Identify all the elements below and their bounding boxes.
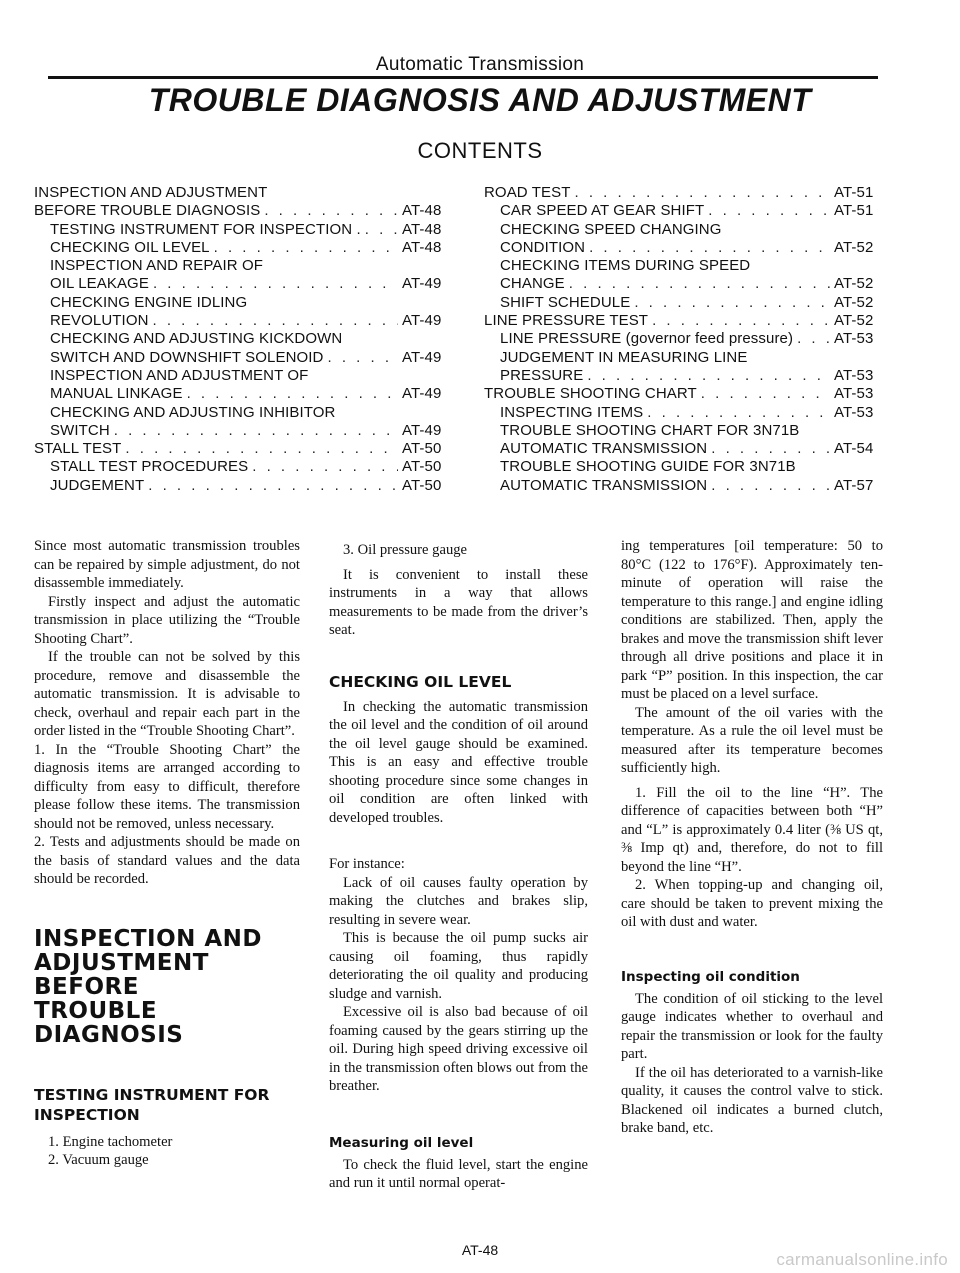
- toc-leader-dots: [652, 312, 830, 330]
- toc-entry: [484, 221, 886, 239]
- toc-leader-dots: [214, 239, 398, 257]
- toc-page-number: AT-57: [834, 476, 874, 494]
- toc-entry: [484, 385, 886, 403]
- text-column-1: [34, 537, 300, 1170]
- toc-entry-title: CHECKING ITEMS DURING SPEED: [500, 257, 751, 275]
- toc-page-number: AT-48: [402, 202, 442, 220]
- toc-entry: [34, 184, 454, 202]
- toc-entry: [484, 404, 886, 422]
- toc-page-number: AT-53: [834, 330, 874, 348]
- toc-page-number: AT-50: [402, 476, 442, 494]
- toc-page-number: AT-50: [402, 440, 442, 458]
- toc-page-number: AT-51: [834, 202, 874, 220]
- toc-entry-title: CONDITION: [500, 238, 586, 256]
- toc-entry: [34, 458, 454, 476]
- toc-entry: [484, 184, 886, 202]
- toc-entry-title: REVOLUTION: [50, 312, 149, 330]
- toc-entry-title: LINE PRESSURE (governor feed pressure): [500, 330, 794, 348]
- toc-entry-title: JUDGEMENT IN MEASURING LINE: [500, 348, 748, 366]
- toc-entry: [484, 312, 886, 330]
- paragraph: Lack of oil causes faulty operation by making the clutches and brakes slip, resulting in severe wear.: [329, 874, 588, 928]
- toc-entry-title: CHECKING SPEED CHANGING: [500, 220, 722, 238]
- heading-line: ADJUSTMENT: [34, 949, 209, 976]
- toc-entry-title: SHIFT SCHEDULE: [500, 293, 631, 311]
- toc-leader-dots: [574, 184, 830, 202]
- toc-leader-dots: [711, 477, 830, 495]
- contents-heading: CONTENTS: [417, 138, 543, 163]
- section-heading-inspection: [34, 927, 300, 1047]
- toc-leader-dots: [701, 385, 830, 403]
- toc-entry-title: CHANGE: [500, 275, 565, 293]
- toc-leader-dots: [587, 367, 830, 385]
- toc-leader-dots: [125, 440, 398, 458]
- toc-leader-dots: [148, 477, 398, 495]
- toc-page-number: AT-49: [402, 421, 442, 439]
- toc-entry: [34, 349, 454, 367]
- toc-entry: [484, 257, 886, 275]
- toc-entry-title: LINE PRESSURE TEST: [484, 312, 649, 330]
- toc-page-number: AT-52: [834, 312, 874, 330]
- page-number: AT-48: [461, 1242, 499, 1258]
- toc-leader-dots: [114, 422, 398, 440]
- watermark: carmanualsonline.info: [776, 1250, 948, 1269]
- paragraph: 2. When topping-up and changing oil, care should be taken to prevent mixing the oil with dust and water.: [621, 877, 883, 930]
- toc-leader-dots: [252, 458, 398, 476]
- toc-leader-dots: [327, 349, 398, 367]
- paragraph: The condition of oil sticking to the level gauge indicates whether to overhaul and repair the transmission or look for the faulty part.: [621, 990, 883, 1062]
- toc-entry-title: MANUAL LINKAGE: [50, 385, 183, 403]
- toc-entry-title: TROUBLE SHOOTING GUIDE FOR 3N71B: [500, 458, 796, 476]
- list-item: 1. Engine tachometer: [48, 1133, 173, 1150]
- toc-entry: [34, 330, 454, 348]
- toc-entry: [34, 367, 454, 385]
- toc-page-number: AT-53: [834, 366, 874, 384]
- toc-entry-title: INSPECTING ITEMS: [500, 403, 644, 421]
- toc-leader-dots: [365, 221, 398, 239]
- toc-entry: [484, 275, 886, 293]
- toc-page-number: AT-49: [402, 385, 442, 403]
- toc-leader-dots: [711, 440, 830, 458]
- toc-page-number: AT-52: [834, 293, 874, 311]
- paragraph: 1. Fill the oil to the line “H”. The difference of capacities between both “H” and “L” is approximately 0.4 liter (⅜ US qt, ⅜ Imp qt) and, therefore, do not to fill beyond the line “H”.: [621, 784, 883, 875]
- subsection-heading-testing-instrument: [34, 1085, 300, 1125]
- toc-page-number: AT-49: [402, 275, 442, 293]
- toc-entry: [484, 349, 886, 367]
- heading-line: BEFORE: [34, 973, 139, 1000]
- paragraph: This is because the oil pump sucks air causing oil foaming, thus rapidly deteriorating the oil quality and producing sludge and varnish.: [329, 930, 588, 1002]
- toc-entry: [484, 239, 886, 257]
- page-title: TROUBLE DIAGNOSIS AND ADJUSTMENT: [148, 82, 812, 118]
- paragraph: Since most automatic transmission troubles can be repaired by simple adjustment, do not disassemble immediately.: [34, 538, 300, 591]
- paragraph: The amount of the oil varies with the temperature. As a rule the oil level must be measured after its temperature becomes sufficiently high.: [621, 704, 883, 776]
- toc-entry: [484, 330, 886, 348]
- toc-page-number: AT-53: [834, 385, 874, 403]
- running-header: Automatic Transmission: [375, 54, 585, 75]
- toc-entry-title: INSPECTION AND ADJUSTMENT OF: [50, 366, 309, 384]
- toc-page-number: AT-49: [402, 348, 442, 366]
- toc-leader-dots: [634, 294, 830, 312]
- toc-entry-title: BEFORE TROUBLE DIAGNOSIS: [34, 202, 261, 220]
- toc-entry: [484, 477, 886, 495]
- toc-entry-title: CHECKING ENGINE IDLING: [50, 293, 248, 311]
- toc-entry-title: STALL TEST: [34, 440, 122, 458]
- heading-line: INSPECTION: [34, 1105, 140, 1124]
- toc-entry-title: INSPECTION AND REPAIR OF: [50, 257, 263, 275]
- paragraph: 2. Tests and adjustments should be made on the basis of standard values and the data should be recorded.: [34, 834, 300, 887]
- toc-leader-dots: [569, 275, 830, 293]
- heading-line: TROUBLE DIAGNOSIS: [34, 997, 184, 1048]
- toc-entry: [34, 385, 454, 403]
- toc-entry-title: AUTOMATIC TRANSMISSION: [500, 440, 708, 458]
- list-item: 2. Vacuum gauge: [48, 1152, 149, 1168]
- paragraph: If the oil has deteriorated to a varnish-like quality, it causes the control valve to stick. Blackened oil indicates a burned clutch, brake band, etc.: [621, 1064, 883, 1136]
- toc-entry: [34, 477, 454, 495]
- paragraph: Firstly inspect and adjust the automatic transmission in place utilizing the “Trouble Shooting Chart”.: [34, 593, 300, 647]
- toc-entry-title: ROAD TEST: [484, 184, 571, 201]
- toc-leader-dots: [589, 239, 830, 257]
- toc-entry: [484, 440, 886, 458]
- toc-entry: [34, 312, 454, 330]
- toc-entry-title: PRESSURE: [500, 366, 584, 384]
- paragraph: It is convenient to install these instruments in a way that allows measurements to be made from the driver’s seat.: [329, 566, 588, 638]
- paragraph: ing temperatures [oil temperature: 50 to 80°C (122 to 176°F). Approximately ten-minute of operation will raise the temperature to this range.] and engine idling conditions are stabilized. Then, apply the brakes and move the transmission shift lever through all drive positions and place it in park “P” position. In this inspection, the car must be placed on a level surface.: [621, 538, 883, 702]
- toc-entry: [484, 422, 886, 440]
- text-column-3: [621, 537, 883, 1138]
- toc-entry: [34, 257, 454, 275]
- toc-entry-title: OIL LEAKAGE: [50, 275, 149, 293]
- toc-leader-dots: [647, 404, 830, 422]
- list-item: 3. Oil pressure gauge: [343, 542, 468, 558]
- toc-entry-title: SWITCH AND DOWNSHIFT SOLENOID: [50, 348, 324, 366]
- subsection-heading-measuring-oil-level: Measuring oil level: [329, 1134, 474, 1151]
- toc-page-number: AT-48: [402, 220, 442, 238]
- toc-left-column: [34, 184, 454, 495]
- toc-entry: [484, 202, 886, 220]
- toc-page-number: AT-48: [402, 238, 442, 256]
- toc-leader-dots: [153, 312, 398, 330]
- toc-page-number: AT-54: [834, 440, 874, 458]
- toc-leader-dots: [187, 385, 398, 403]
- toc-leader-dots: [708, 202, 830, 220]
- toc-page-number: AT-49: [402, 312, 442, 330]
- toc-entry-title: CHECKING AND ADJUSTING INHIBITOR: [50, 403, 336, 421]
- toc-entry-title: INSPECTION AND ADJUSTMENT: [34, 184, 268, 201]
- toc-entry: [34, 422, 454, 440]
- toc-leader-dots: [797, 330, 830, 348]
- header-rule: [48, 76, 878, 79]
- toc-page-number: AT-52: [834, 238, 874, 256]
- paragraph: Excessive oil is also bad because of oil foaming caused by the gears stirring up the oil. During high speed driving excessive oil in the transmission often blows out from the breather.: [329, 1004, 588, 1094]
- toc-entry: [34, 440, 454, 458]
- paragraph: In checking the automatic transmission the oil level and the condition of oil around the oil level gauge should be examined. This is an easy and effective trouble shooting procedure since some changes in oil condition are often linked with developed troubles.: [329, 698, 588, 826]
- toc-entry-title: TROUBLE SHOOTING CHART FOR 3N71B: [500, 421, 800, 439]
- subsection-heading-checking-oil-level: CHECKING OIL LEVEL: [329, 672, 512, 691]
- toc-entry: [484, 294, 886, 312]
- toc-entry: [34, 221, 454, 239]
- text-column-2: [329, 541, 588, 1193]
- toc-page-number: AT-50: [402, 458, 442, 476]
- subsection-heading-inspecting-oil-condition: Inspecting oil condition: [621, 968, 800, 985]
- toc-entry-title: SWITCH: [50, 421, 110, 439]
- heading-line: INSPECTION AND: [34, 925, 263, 952]
- toc-entry-title: CAR SPEED AT GEAR SHIFT: [500, 202, 705, 220]
- heading-line: TESTING INSTRUMENT FOR: [34, 1085, 270, 1104]
- toc-entry-title: TESTING INSTRUMENT FOR INSPECTION .: [50, 220, 361, 238]
- toc-entry-title: AUTOMATIC TRANSMISSION: [500, 476, 708, 494]
- toc-entry-title: CHECKING AND ADJUSTING KICKDOWN: [50, 330, 343, 348]
- toc-right-column: [484, 184, 886, 495]
- toc-entry: [34, 404, 454, 422]
- paragraph: For instance:: [329, 856, 405, 872]
- toc-leader-dots: [153, 275, 398, 293]
- toc-entry-title: CHECKING OIL LEVEL: [50, 238, 210, 256]
- toc-entry: [34, 275, 454, 293]
- toc-entry: [34, 202, 454, 220]
- toc-entry: [484, 458, 886, 476]
- paragraph: To check the fluid level, start the engine and run it until normal operat-: [329, 1156, 588, 1191]
- toc-entry-title: TROUBLE SHOOTING CHART: [484, 385, 697, 403]
- paragraph: If the trouble can not be solved by this procedure, remove and disassemble the automatic transmission. It is advisable to check, overhaul and repair each part in the order listed in the “Trouble Shooting Chart”.: [34, 649, 300, 739]
- toc-entry-title: JUDGEMENT: [50, 476, 145, 494]
- toc-entry: [34, 294, 454, 312]
- toc-entry: [484, 367, 886, 385]
- toc-entry-title: STALL TEST PROCEDURES: [50, 458, 249, 476]
- toc-page-number: AT-51: [834, 184, 874, 201]
- paragraph: 1. In the “Trouble Shooting Chart” the diagnosis items are arranged according to difficulty from easy to difficult, therefore please follow these items. The transmission should not be removed, unless necessary.: [34, 741, 300, 832]
- toc-page-number: AT-52: [834, 275, 874, 293]
- toc-entry: [34, 239, 454, 257]
- toc-leader-dots: [264, 202, 398, 220]
- toc-page-number: AT-53: [834, 403, 874, 421]
